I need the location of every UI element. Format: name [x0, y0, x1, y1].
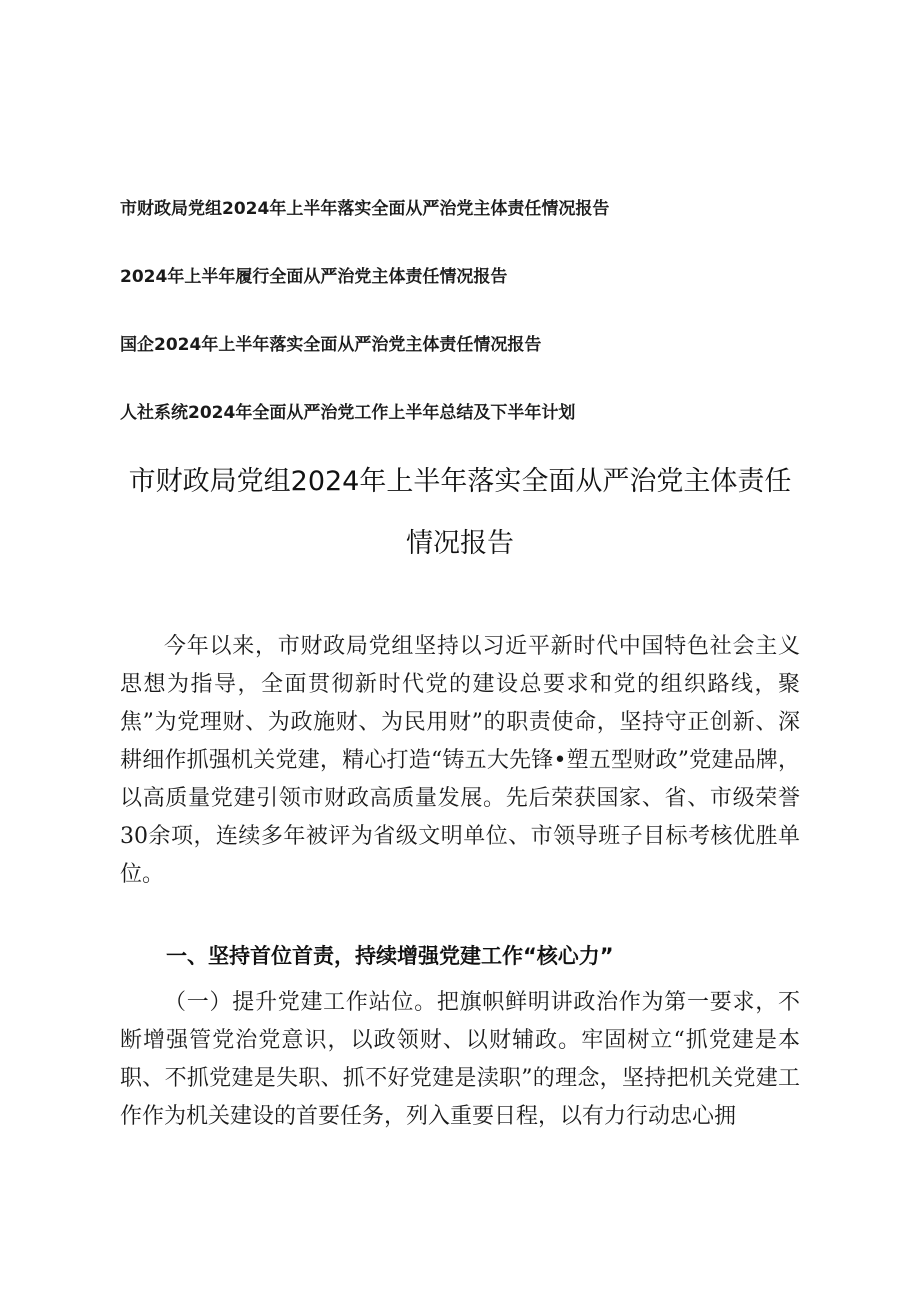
toc-item-1: 市财政局党组2024年上半年落实全面从严治党主体责任情况报告 — [120, 199, 610, 219]
intro-paragraph: 今年以来，市财政局党组坚持以习近平新时代中国特色社会主义思想为指导，全面贯彻新时代党的建设总要求和党的组织路线，聚焦”为党理财、为政施财、为民用财”的职责使命，坚持守正创新、深耕细作抓强机关党建，精心打造“铸五大先锋•塑五型财政”党建品牌，以高质量党建引领市财政高质量发展。先后荣获国家、省、市级荣誉30余项，连续多年被评为省级文明单位、市领导班子目标考核优胜单位。 — [120, 634, 800, 887]
document-title-line2: 情况报告 — [406, 528, 514, 559]
toc-item-2: 2024年上半年履行全面从严治党主体责任情况报告 — [120, 267, 508, 287]
toc-item-3: 国企2024年上半年落实全面从严治党主体责任情况报告 — [120, 335, 542, 355]
document-toc — [120, 196, 820, 468]
section1-paragraph: （一）提升党建工作站位。把旗帜鲜明讲政治作为第一要求，不断增强管党治党意识，以政领财、以财辅政。牢固树立“抓党建是本职、不抓党建是失职、抓不好党建是渎职”的理念，坚持把机关党建工作作为机关建设的首要任务，列入重要日程，以有力行动忠心拥 — [120, 990, 800, 1129]
section-heading-1: 一、坚持首位首责，持续增强党建工作“核心力” — [166, 944, 614, 968]
document-title-line1: 市财政局党组2024年上半年落实全面从严治党主体责任 — [128, 466, 792, 497]
toc-item-4: 人社系统2024年全面从严治党工作上半年总结及下半年计划 — [120, 403, 576, 423]
